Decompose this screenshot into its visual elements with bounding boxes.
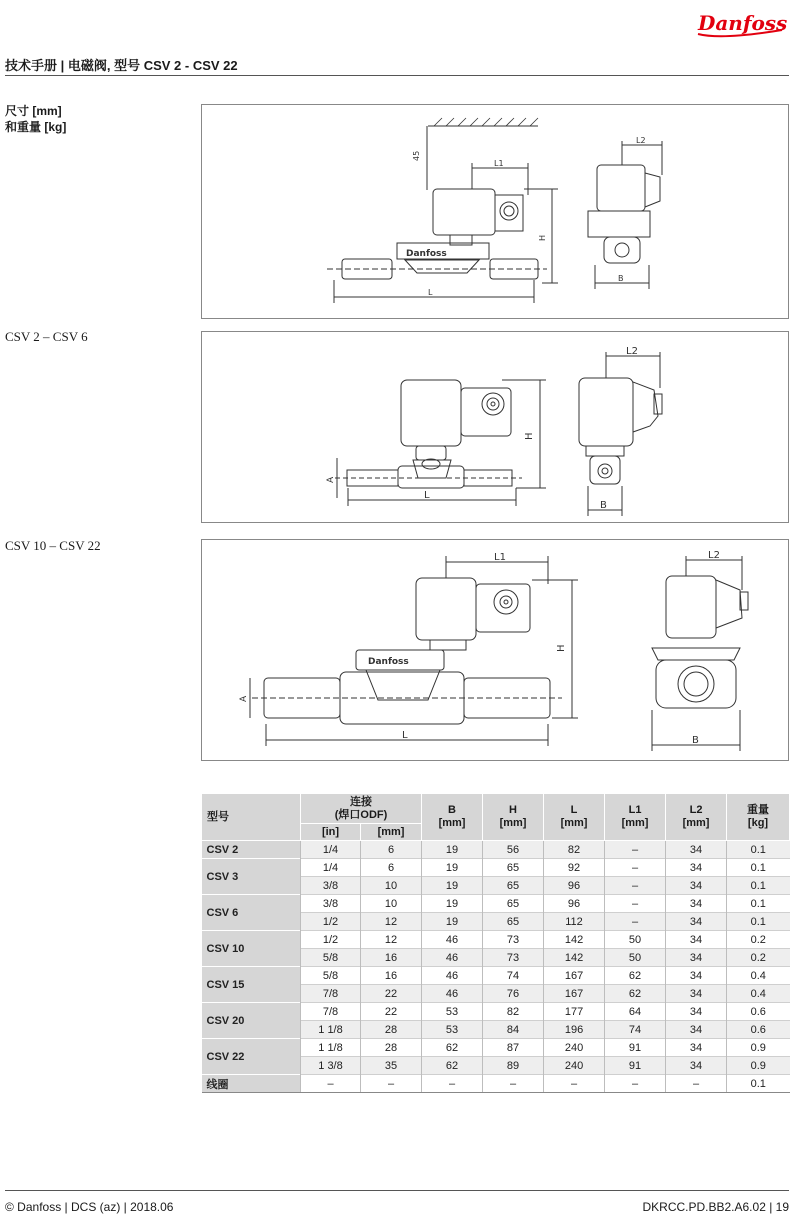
table-cell: 34 — [666, 1021, 727, 1039]
csv10-22-drawing — [201, 539, 789, 761]
table-cell: 0.1 — [727, 841, 790, 859]
header-l2-label: L2 — [689, 804, 703, 816]
table-cell: 1 1/8 — [301, 1021, 361, 1039]
header-h-unit: [mm] — [499, 817, 527, 829]
dim-l-label-2: L — [424, 490, 430, 501]
table-cell: – — [605, 841, 666, 859]
table-cell: 74 — [605, 1021, 666, 1039]
table-cell: 53 — [422, 1021, 483, 1039]
table-cell: 22 — [361, 985, 422, 1003]
table-cell: 50 — [605, 931, 666, 949]
table-cell: 92 — [544, 859, 605, 877]
header-model: 型号 — [202, 794, 301, 841]
table-cell: 22 — [361, 1003, 422, 1021]
header-connection-sub: (焊口ODF) — [334, 808, 388, 821]
table-cell: 46 — [422, 949, 483, 967]
model-cell: CSV 3 — [202, 859, 301, 895]
table-cell: – — [544, 1075, 605, 1093]
dim-b-label-3: B — [692, 735, 699, 746]
danfoss-logo — [692, 4, 788, 44]
header-in: [in] — [301, 824, 361, 841]
table-cell: 34 — [666, 913, 727, 931]
table-cell: 34 — [666, 895, 727, 913]
table-cell: 19 — [422, 895, 483, 913]
table-cell: 240 — [544, 1057, 605, 1075]
table-cell: 46 — [422, 967, 483, 985]
table-cell: 34 — [666, 949, 727, 967]
table-cell: 65 — [483, 895, 544, 913]
dim-l1-label-2: L1 — [494, 552, 506, 563]
table-cell: 7/8 — [301, 1003, 361, 1021]
table-cell: 0.4 — [727, 967, 790, 985]
dim-l2-label-3: L2 — [708, 550, 720, 561]
table-cell: 0.1 — [727, 895, 790, 913]
logo-wordmark: Danfoss — [698, 11, 788, 35]
dim-l2-label-2: L2 — [626, 346, 638, 357]
header-weight — [727, 794, 790, 841]
table-cell: 87 — [483, 1039, 544, 1057]
table-cell: 34 — [666, 859, 727, 877]
table-cell: 1 3/8 — [301, 1057, 361, 1075]
table-cell: 34 — [666, 1057, 727, 1075]
table-cell: 34 — [666, 967, 727, 985]
table-cell: 5/8 — [301, 967, 361, 985]
header-mm: [mm] — [361, 824, 422, 841]
table-cell: 12 — [361, 931, 422, 949]
table-row — [202, 1003, 790, 1021]
header-h-label: H — [509, 804, 517, 816]
dim-l-label: L — [428, 288, 433, 297]
footer-doc-id: DKRCC.PD.BB2.A6.02 | 19 — [642, 1200, 789, 1214]
header-b — [422, 794, 483, 841]
table-cell: 65 — [483, 859, 544, 877]
dims-label — [5, 103, 66, 135]
table-cell: – — [301, 1075, 361, 1093]
dim-l1-label: L1 — [494, 159, 504, 168]
dim-b-label-2: B — [600, 500, 607, 511]
model-cell: CSV 6 — [202, 895, 301, 931]
model-cell: CSV 10 — [202, 931, 301, 967]
dim-b-label: B — [618, 274, 624, 283]
footer-divider — [5, 1190, 789, 1191]
header-h — [483, 794, 544, 841]
table-cell: 6 — [361, 859, 422, 877]
page-title: 技术手册 | 电磁阀, 型号 CSV 2 - CSV 22 — [5, 58, 238, 73]
table-cell: 76 — [483, 985, 544, 1003]
header-l2-unit: [mm] — [682, 817, 710, 829]
table-cell: 96 — [544, 877, 605, 895]
table-cell: 1/2 — [301, 931, 361, 949]
table-cell: 46 — [422, 931, 483, 949]
table-cell: 28 — [361, 1021, 422, 1039]
table-cell: 35 — [361, 1057, 422, 1075]
dim-a-label: A — [326, 476, 336, 483]
table-cell: 1/2 — [301, 913, 361, 931]
csv10-22-label: CSV 10 – CSV 22 — [5, 538, 101, 553]
table-cell: 82 — [483, 1003, 544, 1021]
table-cell: 10 — [361, 877, 422, 895]
header-l1 — [605, 794, 666, 841]
table-cell: 0.9 — [727, 1039, 790, 1057]
table-cell: 16 — [361, 967, 422, 985]
table-cell: 34 — [666, 1039, 727, 1057]
table-cell: 196 — [544, 1021, 605, 1039]
table-cell: 62 — [605, 967, 666, 985]
table-cell: 82 — [544, 841, 605, 859]
table-cell: 5/8 — [301, 949, 361, 967]
drawing-brand-label: Danfoss — [406, 249, 447, 259]
table-cell: 167 — [544, 967, 605, 985]
table-cell: 10 — [361, 895, 422, 913]
table-row — [202, 859, 790, 877]
table-cell: 1/4 — [301, 859, 361, 877]
table-row — [202, 1039, 790, 1057]
table-cell: 0.1 — [727, 877, 790, 895]
header-connection-title: 连接 — [350, 795, 372, 808]
table-cell: – — [605, 877, 666, 895]
table-cell: 28 — [361, 1039, 422, 1057]
table-row — [202, 1075, 790, 1093]
table-cell: 74 — [483, 967, 544, 985]
table-cell: 19 — [422, 841, 483, 859]
table-cell: 56 — [483, 841, 544, 859]
model-cell: 线圈 — [202, 1075, 301, 1093]
table-cell: 34 — [666, 985, 727, 1003]
model-cell: CSV 15 — [202, 967, 301, 1003]
table-cell: 62 — [422, 1057, 483, 1075]
model-cell: CSV 20 — [202, 1003, 301, 1039]
csv2-6-label: CSV 2 – CSV 6 — [5, 329, 88, 344]
table-cell: 3/8 — [301, 895, 361, 913]
table-cell: 0.9 — [727, 1057, 790, 1075]
table-cell: – — [361, 1075, 422, 1093]
dims-label-line2: 和重量 [kg] — [5, 120, 67, 134]
table-cell: 34 — [666, 931, 727, 949]
table-cell: 96 — [544, 895, 605, 913]
header-l — [544, 794, 605, 841]
table-cell: 3/8 — [301, 877, 361, 895]
table-cell: – — [605, 859, 666, 877]
table-row — [202, 895, 790, 913]
table-cell: 16 — [361, 949, 422, 967]
table-cell: 19 — [422, 859, 483, 877]
model-cell: CSV 2 — [202, 841, 301, 859]
header-l2 — [666, 794, 727, 841]
table-cell: 53 — [422, 1003, 483, 1021]
csv2-6-drawing — [201, 331, 789, 523]
table-cell: 91 — [605, 1039, 666, 1057]
table-cell: – — [605, 1075, 666, 1093]
table-cell: 91 — [605, 1057, 666, 1075]
dim-h-label: H — [538, 234, 547, 241]
table-cell: – — [605, 913, 666, 931]
table-cell: 0.2 — [727, 931, 790, 949]
table-cell: 1 1/8 — [301, 1039, 361, 1057]
table-cell: 65 — [483, 913, 544, 931]
table-cell: 64 — [605, 1003, 666, 1021]
header-l1-unit: [mm] — [621, 817, 649, 829]
table-cell: 0.6 — [727, 1003, 790, 1021]
table-cell: 19 — [422, 877, 483, 895]
table-cell: 112 — [544, 913, 605, 931]
table-cell: 19 — [422, 913, 483, 931]
table-cell: 73 — [483, 931, 544, 949]
table-cell: 0.6 — [727, 1021, 790, 1039]
dims-label-line1: 尺寸 [mm] — [5, 104, 62, 118]
table-cell: 6 — [361, 841, 422, 859]
table-cell: – — [666, 1075, 727, 1093]
table-cell: 62 — [422, 1039, 483, 1057]
dim-l2-label: L2 — [636, 136, 646, 145]
table-cell: – — [605, 895, 666, 913]
header-b-label: B — [448, 804, 456, 816]
header-connection — [301, 794, 422, 824]
dimensions-table — [201, 793, 790, 1093]
table-cell: 1/4 — [301, 841, 361, 859]
table-cell: 177 — [544, 1003, 605, 1021]
table-cell: 34 — [666, 1003, 727, 1021]
table-cell: 240 — [544, 1039, 605, 1057]
table-cell: – — [422, 1075, 483, 1093]
dim-h-label-3: H — [556, 644, 567, 652]
table-cell: 0.2 — [727, 949, 790, 967]
table-cell: 46 — [422, 985, 483, 1003]
header-l1-label: L1 — [628, 804, 642, 816]
dim-l-label-3: L — [402, 730, 408, 741]
table-row — [202, 967, 790, 985]
header-l-unit: [mm] — [560, 817, 588, 829]
table-cell: 62 — [605, 985, 666, 1003]
table-cell: 65 — [483, 877, 544, 895]
table-cell: 50 — [605, 949, 666, 967]
footer-copyright: © Danfoss | DCS (az) | 2018.06 — [5, 1200, 174, 1214]
table-row — [202, 931, 790, 949]
header-weight-unit: [kg] — [747, 817, 769, 829]
header-b-unit: [mm] — [438, 817, 466, 829]
dim-45-label: 45 — [412, 150, 421, 161]
table-cell: 73 — [483, 949, 544, 967]
table-cell: 0.1 — [727, 1075, 790, 1093]
installation-drawing — [201, 104, 789, 319]
table-row — [202, 841, 790, 859]
table-cell: 34 — [666, 877, 727, 895]
table-cell: 0.1 — [727, 859, 790, 877]
table-cell: 142 — [544, 931, 605, 949]
table-cell: 89 — [483, 1057, 544, 1075]
table-cell: 167 — [544, 985, 605, 1003]
drawing-brand-label-2: Danfoss — [368, 657, 409, 667]
header-l-label: L — [570, 804, 578, 816]
table-cell: 0.1 — [727, 913, 790, 931]
table-cell: – — [483, 1075, 544, 1093]
model-cell: CSV 22 — [202, 1039, 301, 1075]
table-cell: 0.4 — [727, 985, 790, 1003]
table-cell: 7/8 — [301, 985, 361, 1003]
dim-a-label-2: A — [239, 695, 249, 702]
header-weight-label: 重量 — [747, 804, 770, 816]
dim-h-label-2: H — [524, 432, 535, 440]
table-cell: 142 — [544, 949, 605, 967]
table-cell: 84 — [483, 1021, 544, 1039]
table-cell: 12 — [361, 913, 422, 931]
table-cell: 34 — [666, 841, 727, 859]
title-divider — [5, 75, 789, 76]
